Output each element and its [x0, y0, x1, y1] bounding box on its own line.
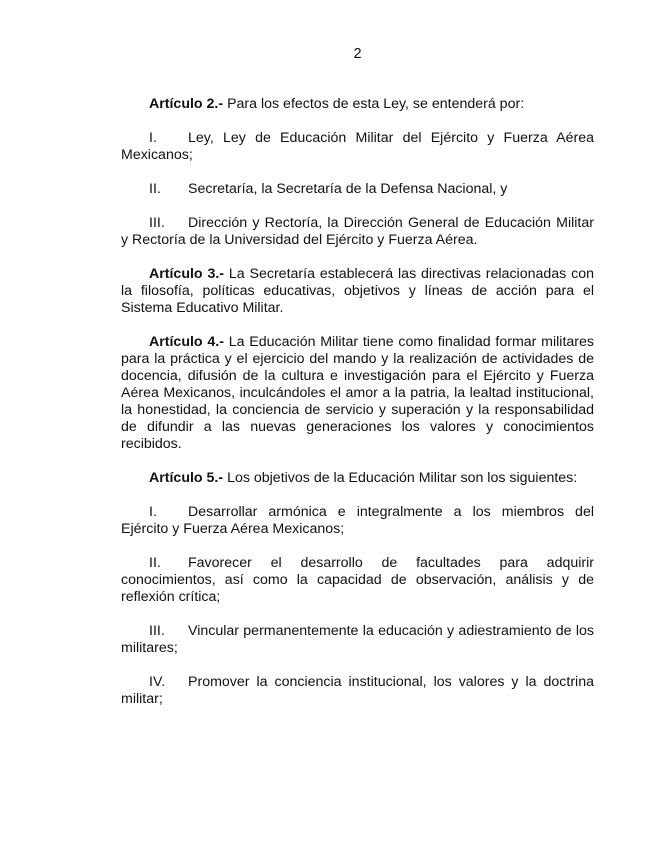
list-item	[121, 674, 594, 708]
article-label: Artículo 3.-	[149, 266, 225, 282]
item-text: Secretaría, la Secretaría de la Defensa Nacional, y	[188, 181, 508, 197]
item-text: Desarrollar armónica e integralmente a los miembros del Ejército y Fuerza Aérea Mexicanos;	[121, 504, 594, 537]
article-label: Artículo 2.-	[149, 96, 224, 112]
item-number: II.	[149, 555, 161, 571]
article-2	[121, 96, 594, 113]
article-text: La Educación Militar tiene como finalidad formar militares para la práctica y el ejercicio del mando y la realización de actividades de docencia, difusión de la cultura e investigación para el Ejército y Fuerza Aérea Mexicanos, inculcándoles el amor a la patria, la lealtad institucional, la honestidad, la conciencia de servicio y superación y la responsabilidad de difundir a las nuevas generaciones los valores y conocimientos recibidos.	[121, 334, 594, 452]
list-item	[121, 130, 594, 164]
item-number: III.	[149, 215, 165, 231]
article-text: La Secretaría establecerá las directivas relacionadas con la filosofía, políticas educativas, objetivos y líneas de acción para el Sistema Educativo Militar.	[121, 266, 594, 316]
item-text: Favorecer el desarrollo de facultades para adquirir conocimientos, así como la capacidad de observación, análisis y de reflexión crítica;	[121, 555, 594, 605]
article-label: Artículo 5.-	[149, 470, 224, 486]
page-number: 2	[353, 46, 362, 62]
list-item	[121, 555, 594, 606]
article-text: Para los efectos de esta Ley, se entenderá por:	[227, 96, 525, 112]
item-text: Ley, Ley de Educación Militar del Ejército y Fuerza Aérea Mexicanos;	[121, 130, 594, 163]
item-number: I.	[149, 130, 157, 146]
item-number: IV.	[149, 674, 166, 690]
article-5	[121, 470, 594, 487]
article-label: Artículo 4.-	[149, 334, 224, 350]
document-body	[121, 96, 594, 725]
item-text: Vincular permanentemente la educación y adiestramiento de los militares;	[121, 623, 594, 656]
item-number: I.	[149, 504, 157, 520]
article-4	[121, 334, 594, 453]
item-text: Promover la conciencia institucional, los valores y la doctrina militar;	[121, 674, 594, 707]
item-number: II.	[149, 181, 161, 197]
list-item	[121, 215, 594, 249]
article-3	[121, 266, 594, 317]
list-item	[121, 181, 594, 198]
item-number: III.	[149, 623, 165, 639]
list-item	[121, 504, 594, 538]
list-item	[121, 623, 594, 657]
article-text: Los objetivos de la Educación Militar son los siguientes:	[227, 470, 578, 486]
item-text: Dirección y Rectoría, la Dirección General de Educación Militar y Rectoría de la Universidad del Ejército y Fuerza Aérea.	[121, 215, 594, 248]
